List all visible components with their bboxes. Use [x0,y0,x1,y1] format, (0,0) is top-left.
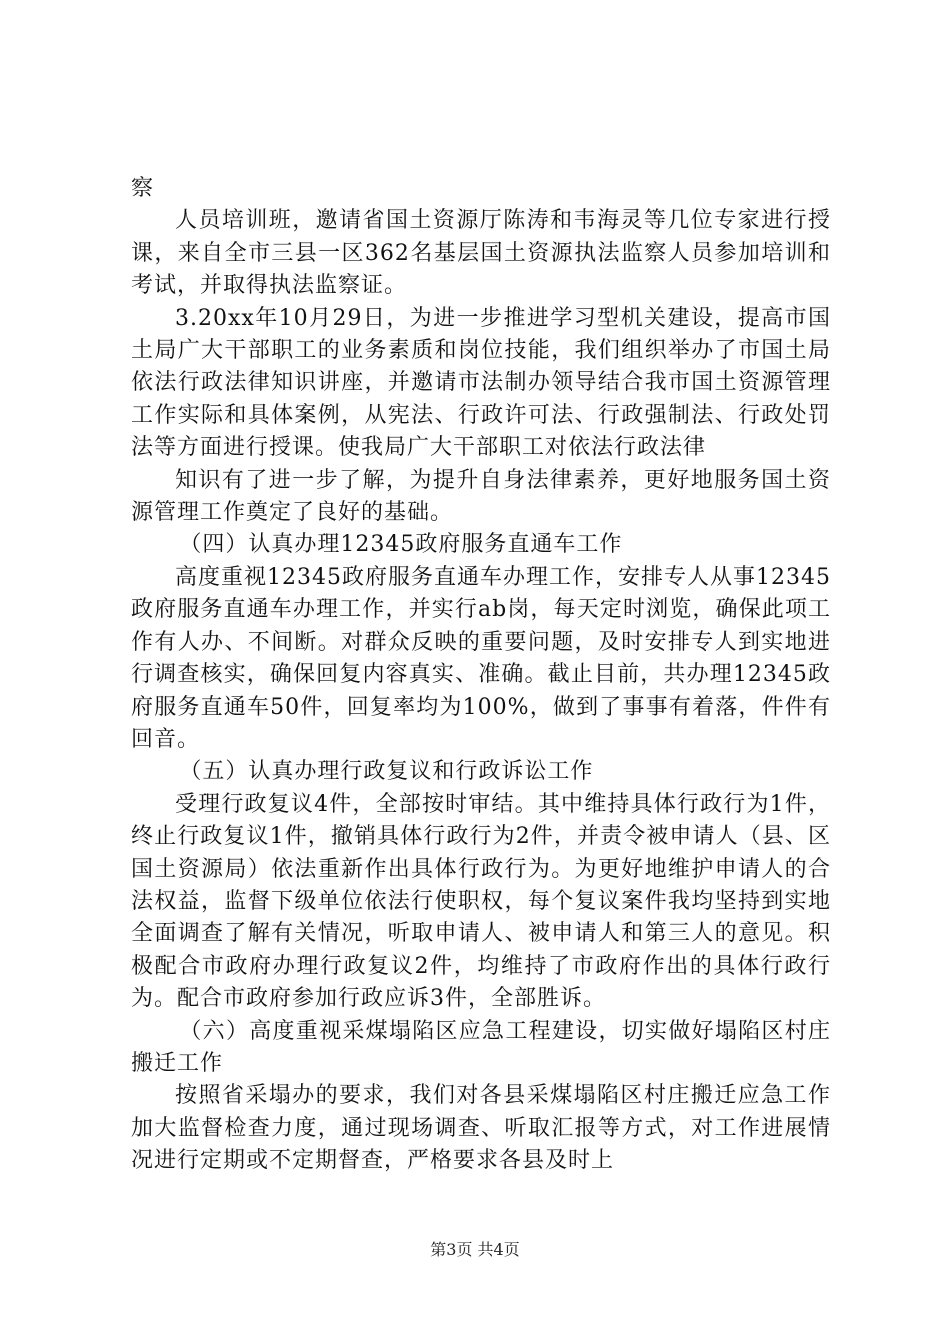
paragraph-continuation: 察 [131,176,155,201]
paragraph-training-class: 人员培训班，邀请省国土资源厅陈涛和韦海灵等几位专家进行授课，来自全市三县一区362名基层国土资源执法监察人员参加培训和考试，并取得执法监察证。 [131,208,831,299]
section-heading-6: （六）高度重视采煤塌陷区应急工程建设，切实做好塌陷区村庄搬迁工作 [131,1018,831,1076]
paragraph-administrative-review: 受理行政复议4件，全部按时审结。其中维持具体行政行为1件，终止行政复议1件，撤销具体行政行为2件，并责令被申请人（县、区国土资源局）依法重新作出具体行政行为。为更好地维护申请人的合法权益，监督下级单位依法行使职权，每个复议案件我均坚持到实地全面调查了解有关情况，听取申请人、被申请人和第三人的意见。积极配合市政府办理行政复议2件，均维持了市政府作出的具体行政行为。配合市政府参加行政应诉3件，全部胜诉。 [131,791,831,1012]
paragraph-law-lecture-result: 知识有了进一步了解，为提升自身法律素养，更好地服务国土资源管理工作奠定了良好的基础。 [131,467,831,526]
paragraph-subsidence-relocation: 按照省采塌办的要求，我们对各县采煤塌陷区村庄搬迁应急工作加大监督检查力度，通过现场调查、听取汇报等方式，对工作进展情况进行定期或不定期督查，严格要求各县及时上 [131,1083,831,1174]
page-number-footer: 第3页 共4页 [430,1240,520,1259]
section-heading-4: （四）认真办理12345政府服务直通车工作 [179,532,623,558]
section-heading-5: （五）认真办理行政复议和行政诉讼工作 [179,759,594,785]
document-body [131,173,831,1178]
paragraph-12345-service: 高度重视12345政府服务直通车办理工作，安排专人从事12345政府服务直通车办理工作，并实行ab岗，每天定时浏览，确保此项工作有人办、不间断。对群众反映的重要问题，及时安排专人到实地进行调查核实，确保回复内容真实、准确。截止目前，共办理12345政府服务直通车50件，回复率均为100%，做到了事事有着落，件件有回音。 [131,564,831,752]
paragraph-law-lecture: 3.20xx年10月29日，为进一步推进学习型机关建设，提高市国土局广大干部职工的业务素质和岗位技能，我们组织举办了市国土局依法行政法律知识讲座，并邀请市法制办领导结合我市国土资源管理工作实际和具体案例，从宪法、行政许可法、行政强制法、行政处罚法等方面进行授课。使我局广大干部职工对依法行政法律 [131,305,831,461]
